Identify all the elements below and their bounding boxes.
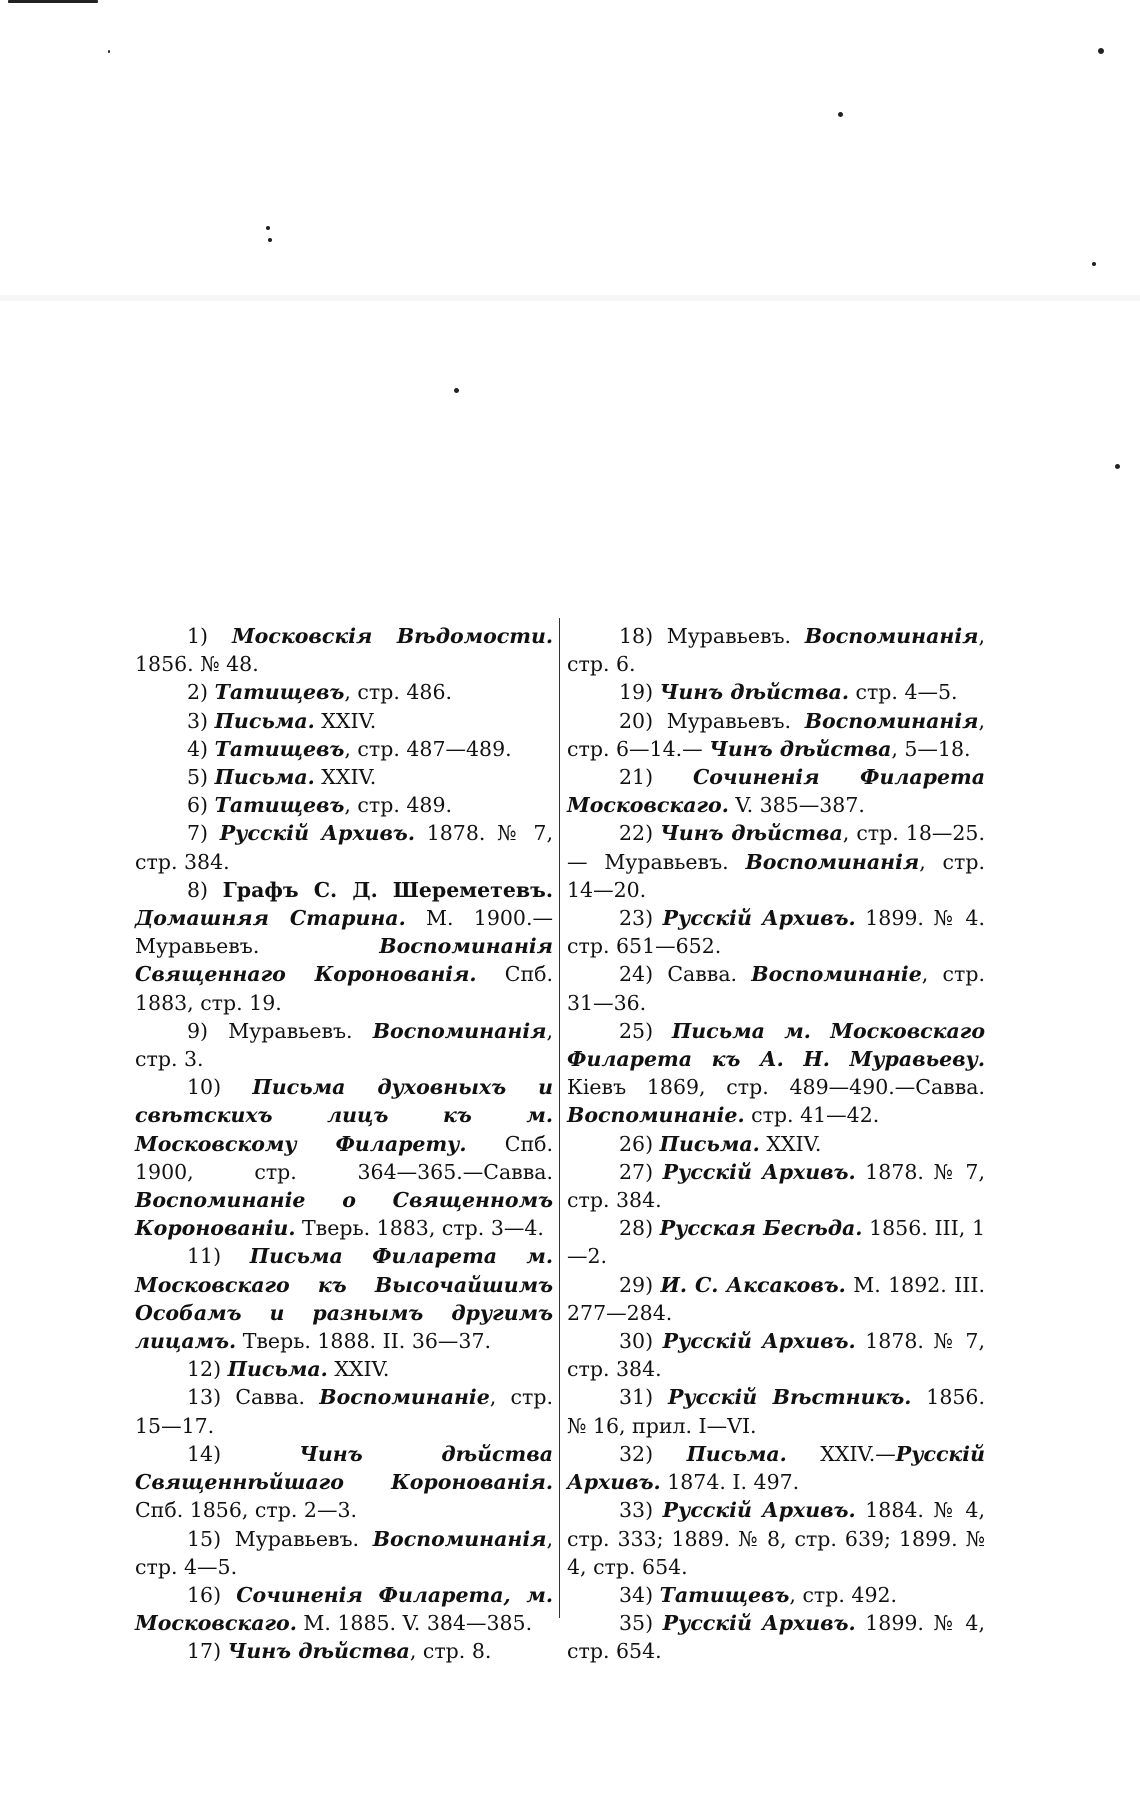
footnote-text: Письма Филарета м. Московскаго къ Высочайшимъ Особамъ и разнымъ другимъ лицамъ. Тверь. 1888. II. 36—37. — [135, 1244, 553, 1354]
footnote — [567, 763, 985, 819]
footnote — [567, 1383, 985, 1439]
footnote-number: 26) — [619, 1131, 660, 1156]
footnote-text: Татищевъ, стр. 489. — [214, 793, 453, 818]
footnote — [567, 1130, 985, 1158]
scan-speck — [266, 226, 270, 230]
footnote-number: 12) — [187, 1357, 228, 1382]
scan-speck — [1115, 464, 1120, 469]
footnote-number: 29) — [619, 1272, 661, 1297]
footnote-number: 34) — [619, 1582, 660, 1607]
footnote-number: 28) — [619, 1216, 660, 1241]
footnote — [567, 904, 985, 960]
footnote — [567, 1271, 985, 1327]
footnote — [567, 1496, 985, 1581]
footnote-text: Письма м. Московскаго Филарета къ А. Н. Муравьеву. Кіевъ 1869, стр. 489—490.—Савва. Воспоминаніе. стр. 41—42. — [567, 1018, 986, 1128]
footnote-text: Татищевъ, стр. 492. — [659, 1582, 898, 1607]
scan-speck — [454, 388, 459, 393]
scan-speck — [1092, 262, 1096, 266]
footnote-number: 11) — [187, 1244, 250, 1269]
footnote — [567, 1440, 985, 1496]
footnote-number: 24) — [619, 962, 668, 987]
footnote-text: Муравьевъ. Воспоминанія, стр. 4—5. — [135, 1526, 553, 1579]
footnote-number: 6) — [187, 793, 215, 818]
footnote-number: 33) — [619, 1498, 663, 1523]
footnote-text: Чинъ дѣйства. стр. 4—5. — [659, 680, 958, 705]
footnote-text: Русскій Вѣстникъ. 1856. № 16, прил. I—VI. — [567, 1385, 985, 1438]
footnotes-left-column — [135, 622, 553, 1666]
footnote-text: Графъ С. Д. Шереметевъ. Домашняя Старина. М. 1900.—Муравьевъ. Воспоминанія Священнаго Коронованія. Спб. 1883, стр. 19. — [135, 877, 553, 1015]
footnote-number: 19) — [619, 680, 660, 705]
footnote — [135, 791, 553, 819]
footnote — [135, 1581, 553, 1637]
footnote-text: Письма. XXIV. — [227, 1357, 390, 1382]
footnote-number: 25) — [619, 1018, 672, 1043]
footnote-text: Татищевъ, стр. 486. — [214, 680, 453, 705]
footnote — [135, 819, 553, 875]
footnote-text: Чинъ дѣйства Священнѣйшаго Коронованія. Спб. 1856, стр. 2—3. — [135, 1441, 553, 1523]
footnote-number: 27) — [619, 1159, 663, 1184]
footnote-number: 23) — [619, 906, 663, 931]
footnote — [135, 1440, 553, 1525]
footnote-number: 14) — [187, 1441, 300, 1466]
footnote-text: Русскій Архивъ. 1878. № 7, стр. 384. — [567, 1329, 985, 1382]
footnote-number: 32) — [619, 1441, 687, 1466]
footnote — [135, 1383, 553, 1439]
footnote-text: Письма. XXIV. — [214, 708, 377, 733]
footnote-text: Русскій Архивъ. 1878. № 7, стр. 384. — [135, 821, 553, 874]
footnote — [567, 1327, 985, 1383]
footnote-number: 7) — [187, 821, 220, 846]
footnote-number: 17) — [187, 1639, 228, 1664]
footnote-number: 5) — [187, 765, 215, 790]
footnote-text: Русская Бесѣда. 1856. III, 1—2. — [567, 1216, 985, 1269]
scan-speck — [1098, 48, 1104, 54]
footnote-text: Татищевъ, стр. 487—489. — [214, 736, 512, 761]
footnote — [135, 1073, 553, 1242]
footnote — [567, 1017, 985, 1130]
footnote — [135, 707, 553, 735]
footnote — [567, 1609, 985, 1665]
footnote-number: 2) — [187, 680, 215, 705]
footnote-number: 31) — [619, 1385, 668, 1410]
footnote-text: Муравьевъ. Воспоминанія, стр. 6. — [567, 624, 985, 677]
footnote-number: 15) — [187, 1526, 235, 1551]
footnote — [135, 622, 553, 678]
footnote — [135, 876, 553, 1017]
scan-speck — [8, 0, 98, 3]
footnote — [567, 678, 985, 706]
footnote-text: Савва. Воспоминаніе, стр. 15—17. — [135, 1385, 553, 1438]
footnote — [567, 960, 985, 1016]
footnote-text: Чинъ дѣйства, стр. 8. — [227, 1639, 492, 1664]
footnote-text: Русскій Архивъ. 1884. № 4, стр. 333; 1889. № 8, стр. 639; 1899. № 4, стр. 654. — [567, 1498, 985, 1579]
footnote-text: Письма. XXIV.—Русскій Архивъ. 1874. I. 497. — [567, 1441, 985, 1495]
footnote-number: 9) — [187, 1018, 229, 1043]
footnote-number: 13) — [187, 1385, 236, 1410]
footnote-number: 21) — [619, 765, 693, 790]
footnote — [135, 1525, 553, 1581]
footnote — [135, 1637, 553, 1665]
footnote — [567, 622, 985, 678]
scan-speck — [108, 50, 110, 53]
footnote-number: 22) — [619, 821, 661, 846]
footnote — [567, 1158, 985, 1214]
footnote-number: 4) — [187, 736, 215, 761]
footnote-text: Московскія Вѣдомости. 1856. № 48. — [135, 624, 554, 677]
footnote-text: Савва. Воспоминаніе, стр. 31—36. — [567, 962, 985, 1015]
footnote — [567, 819, 985, 904]
footnote — [135, 763, 553, 791]
footnote-text: И. С. Аксаковъ. М. 1892. III. 277—284. — [567, 1272, 985, 1325]
footnote-number: 20) — [619, 708, 667, 733]
footnote-number: 18) — [619, 624, 667, 648]
footnote-text: Письма духовныхъ и свѣтскихъ лицъ къ м. Московскому Филарету. Спб. 1900, стр. 364—365.—Савва. Воспоминаніе о Священномъ Коронованіи. Тверь. 1883, стр. 3—4. — [135, 1075, 553, 1241]
footnote — [135, 1355, 553, 1383]
footnote-number: 35) — [619, 1611, 663, 1636]
footnote — [135, 1242, 553, 1355]
footnote — [567, 1581, 985, 1609]
scan-shade-band — [0, 295, 1140, 301]
footnote — [567, 1214, 985, 1270]
footnote-text: Русскій Архивъ. 1899. № 4. стр. 651—652. — [567, 906, 985, 959]
footnote — [135, 735, 553, 763]
footnote-text: Письма. XXIV. — [214, 765, 377, 790]
footnote-number: 8) — [187, 877, 223, 902]
footnote-text: Чинъ дѣйства, стр. 18—25.— Муравьевъ. Воспоминанія, стр. 14—20. — [567, 821, 985, 902]
footnote-text: Муравьевъ. Воспоминанія, стр. 6—14.— Чинъ дѣйства, 5—18. — [567, 708, 985, 761]
footnote-text: Письма. XXIV. — [659, 1131, 822, 1156]
footnote-text: Муравьевъ. Воспоминанія, стр. 3. — [135, 1018, 553, 1072]
footnote-number: 16) — [187, 1582, 237, 1607]
footnote — [135, 1017, 553, 1073]
scan-speck — [838, 112, 843, 117]
footnote-text: Сочиненія Филарета, м. Московскаго. М. 1885. V. 384—385. — [135, 1582, 553, 1636]
footnote-number: 1) — [187, 624, 232, 648]
footnotes-right-column — [567, 622, 985, 1666]
footnote-text: Сочиненія Филарета Московскаго. V. 385—387. — [567, 765, 985, 818]
footnote-number: 3) — [187, 708, 215, 733]
footnote — [567, 707, 985, 763]
footnote — [135, 678, 553, 706]
column-divider — [559, 618, 560, 1618]
scan-speck — [268, 238, 272, 242]
footnote-number: 30) — [619, 1329, 663, 1354]
footnote-text: Русскій Архивъ. 1899. № 4, стр. 654. — [567, 1611, 985, 1664]
footnote-number: 10) — [187, 1075, 253, 1100]
footnote-text: Русскій Архивъ. 1878. № 7, стр. 384. — [567, 1159, 985, 1213]
